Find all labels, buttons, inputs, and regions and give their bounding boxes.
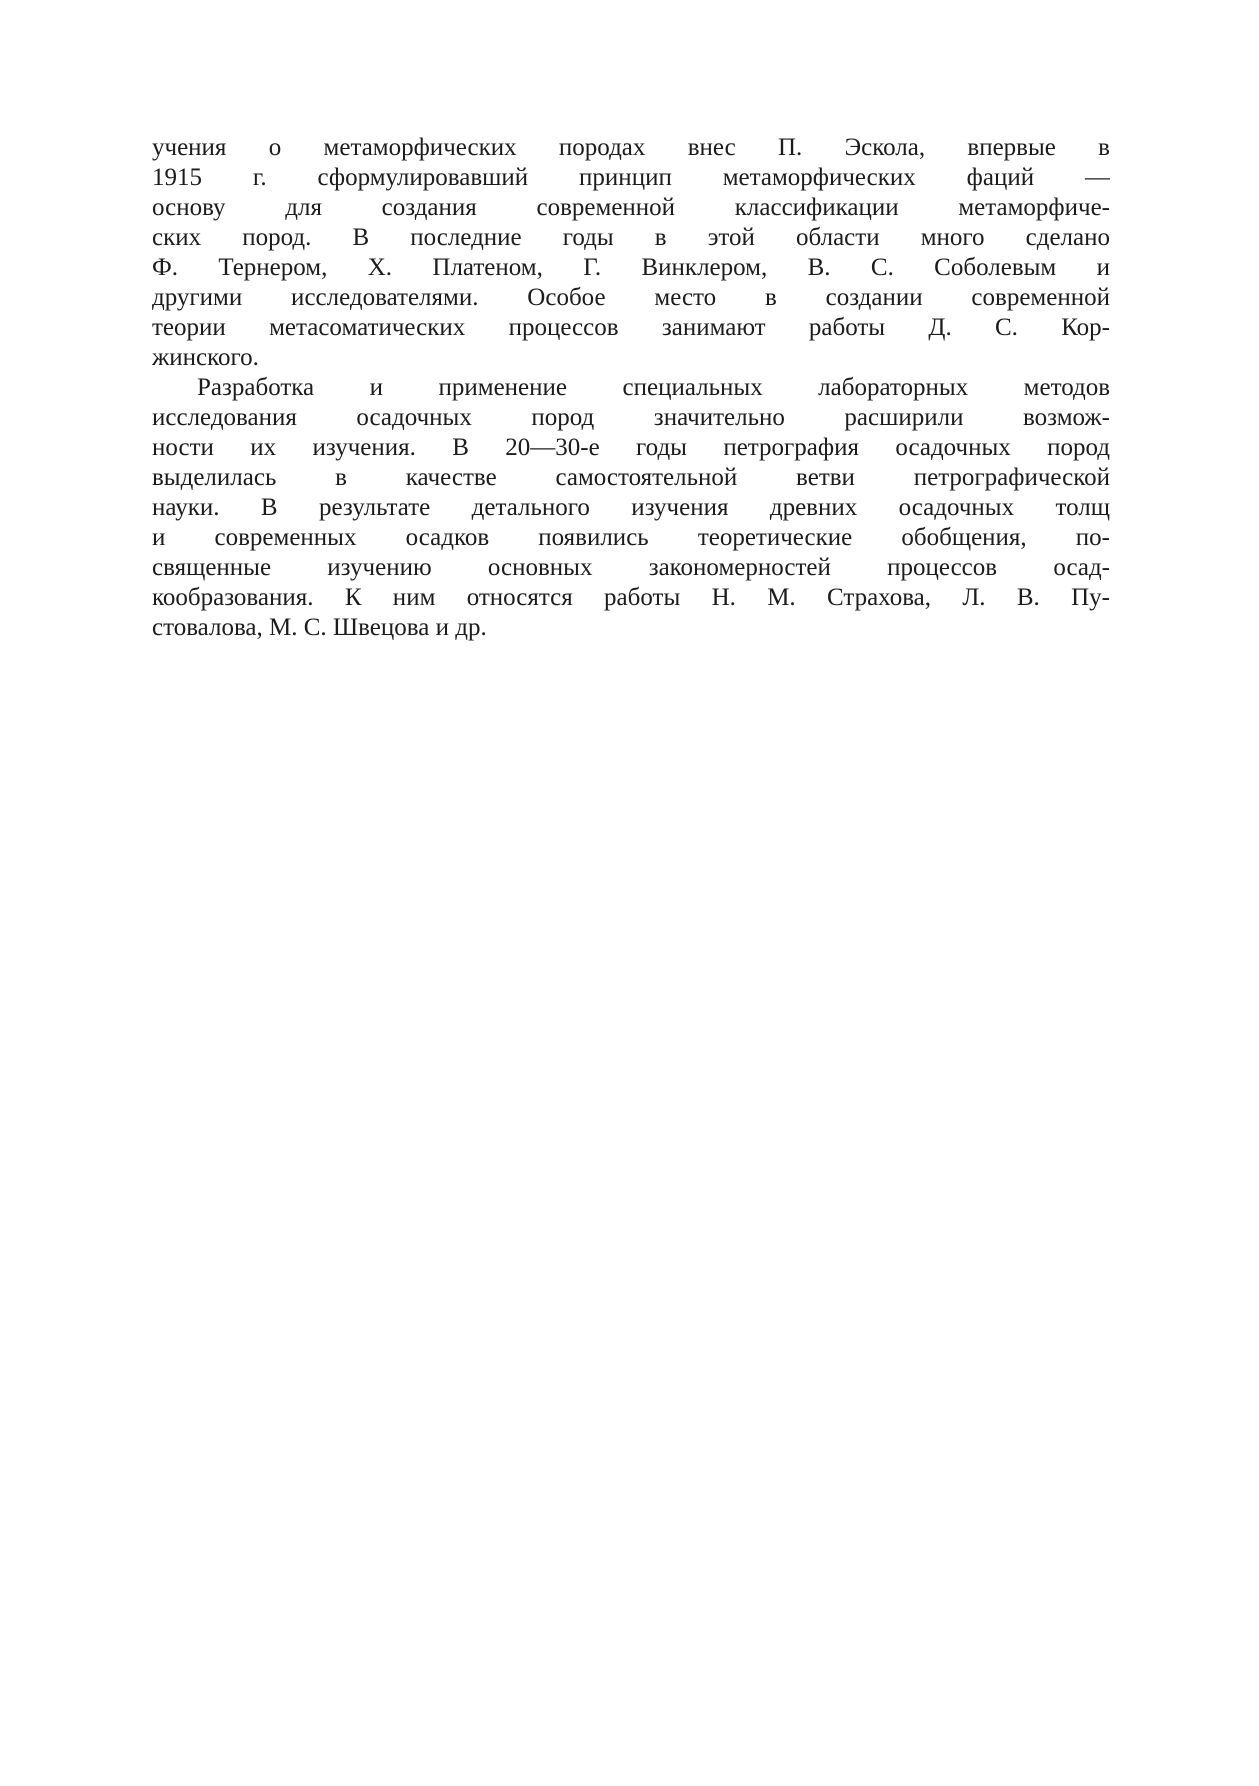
text-line: священные изучению основных закономерностей процессов осад-: [152, 554, 1110, 581]
text-line: ских пород. В последние годы в этой области много сделано: [152, 224, 1110, 251]
text-line: Ф. Тернером, Х. Платеном, Г. Винклером, В. С. Соболевым и: [152, 254, 1110, 281]
text-line: выделилась в качестве самостоятельной ветви петрографической: [152, 464, 1110, 491]
text-line: 1915 г. сформулировавший принцип метаморфических фаций —: [152, 164, 1110, 191]
text-line: науки. В результате детального изучения древних осадочных толщ: [152, 494, 1110, 521]
text-line: теории метасоматических процессов занимают работы Д. С. Кор-: [152, 314, 1110, 341]
text-line: исследования осадочных пород значительно расширили возмож-: [152, 404, 1110, 431]
text-line: ности их изучения. В 20—30-е годы петрография осадочных пород: [152, 434, 1110, 461]
paragraph-2: [152, 373, 1110, 643]
text-line: учения о метаморфических породах внес П. Эскола, впервые в: [152, 134, 1110, 161]
body-text: [152, 133, 1110, 643]
text-line: Разработка и применение специальных лабораторных методов: [197, 374, 1110, 401]
text-line: другими исследователями. Особое место в создании современной: [152, 284, 1110, 311]
text-line: и современных осадков появились теоретические обобщения, по-: [152, 524, 1110, 551]
text-line: стовалова, М. С. Швецова и др.: [152, 614, 487, 641]
text-line: основу для создания современной классификации метаморфиче-: [152, 194, 1110, 221]
text-line: жинского.: [152, 344, 259, 371]
text-line: кообразования. К ним относятся работы Н. М. Страхова, Л. В. Пу-: [152, 584, 1110, 611]
paragraph-1: [152, 133, 1110, 373]
